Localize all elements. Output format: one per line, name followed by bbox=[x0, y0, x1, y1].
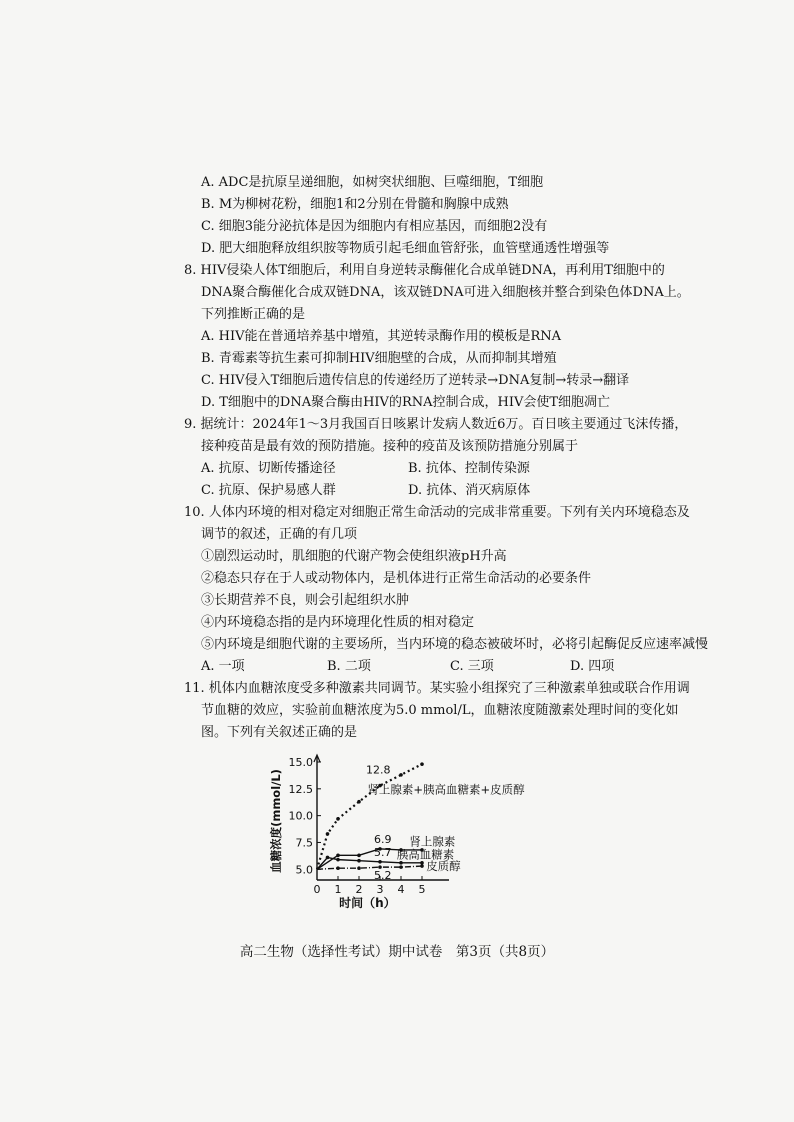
data-point bbox=[357, 800, 361, 804]
q10-option-d: D. 四项 bbox=[570, 659, 615, 674]
q7-option-b: B. M为柳树花粉，细胞1和2分别在骨髓和胸腺中成熟 bbox=[201, 197, 509, 212]
data-point bbox=[420, 762, 424, 766]
q9-stem-line2: 接种疫苗是最有效的预防措施。接种的疫苗及该预防措施分别属于 bbox=[201, 439, 579, 454]
q10-item-4: ④内环境稳态指的是内环境理化性质的相对稳定 bbox=[201, 615, 475, 630]
data-label: 5.2 bbox=[374, 869, 392, 883]
q8-option-d: D. T细胞中的DNA聚合酶由HIV的RNA控制合成，HIV会使T细胞凋亡 bbox=[201, 395, 611, 410]
x-tick-label: 3 bbox=[376, 883, 384, 896]
x-tick-label: 4 bbox=[397, 883, 405, 896]
series-name-label: 皮质醇 bbox=[426, 859, 461, 874]
data-point bbox=[357, 866, 361, 870]
q10-option-b: B. 二项 bbox=[327, 659, 371, 674]
q8-option-a: A. HIV能在普通培养基中增殖，其逆转录酶作用的模板是RNA bbox=[201, 329, 562, 344]
data-point bbox=[378, 860, 382, 864]
q8-stem-line1: 8. HIV侵染人体T细胞后，利用自身逆转录酶催化合成单链DNA，再利用T细胞中的 bbox=[184, 263, 665, 278]
q7-option-c: C. 细胞3能分泌抗体是因为细胞内有相应基因，而细胞2没有 bbox=[201, 219, 548, 234]
data-point bbox=[399, 773, 403, 777]
x-tick-label: 1 bbox=[334, 883, 342, 896]
q9-option-c: C. 抗原、保护易感人群 bbox=[201, 483, 336, 498]
q8-stem-line2: DNA聚合酶催化合成双链DNA，该双链DNA可进入细胞核并整合到染色体DNA上。 bbox=[201, 285, 690, 300]
q10-item-3: ③长期营养不良，则会引起组织水肿 bbox=[201, 593, 410, 608]
data-point bbox=[336, 866, 340, 870]
q9-option-a: A. 抗原、切断传播途径 bbox=[201, 461, 336, 476]
q10-stem-line1: 10. 人体内环境的相对稳定对细胞正常生命活动的完成非常重要。下列有关内环境稳态及 bbox=[184, 505, 690, 520]
data-point bbox=[336, 858, 340, 862]
series-name-label: 胰高血糖素 bbox=[396, 847, 455, 862]
q8-stem-line3: 下列推断正确的是 bbox=[201, 307, 306, 322]
x-tick-label: 2 bbox=[355, 883, 363, 896]
q7-option-a: A. ADC是抗原呈递细胞，如树突状细胞、巨噬细胞，T细胞 bbox=[201, 175, 544, 190]
data-point bbox=[399, 861, 403, 865]
data-point bbox=[336, 817, 340, 821]
q7-option-d: D. 肥大细胞释放组织胺等物质引起毛细血管舒张，血管壁通透性增强等 bbox=[201, 241, 610, 256]
data-point bbox=[420, 861, 424, 865]
y-tick-label: 15.0 bbox=[288, 756, 313, 769]
data-point bbox=[336, 854, 340, 858]
q10-option-c: C. 三项 bbox=[450, 659, 494, 674]
data-label: 6.9 bbox=[374, 832, 392, 846]
data-label: 5.7 bbox=[374, 845, 392, 859]
q10-item-5: ⑤内环境是细胞代谢的主要场所，当内环境的稳态被破坏时，必将引起酶促反应速率减慢 bbox=[201, 637, 709, 652]
blood-glucose-chart bbox=[262, 752, 572, 922]
data-point bbox=[357, 854, 361, 858]
x-axis-label: 时间（h） bbox=[339, 896, 396, 910]
y-tick-label: 10.0 bbox=[288, 809, 313, 823]
series-line-4 bbox=[317, 866, 422, 869]
q10-stem-line2: 调节的叙述，正确的有几项 bbox=[201, 527, 358, 542]
x-tick-label: 5 bbox=[418, 883, 426, 896]
y-tick-label: 5.0 bbox=[295, 863, 313, 877]
data-point bbox=[399, 865, 403, 869]
q11-stem-line1: 11. 机体内血糖浓度受多种激素共同调节。某实验小组探究了三种激素单独或联合作用调 bbox=[184, 681, 690, 696]
y-axis-label: 血糖浓度(mmol/L) bbox=[269, 769, 283, 873]
q9-option-b: B. 抗体、控制传染源 bbox=[408, 461, 530, 476]
data-point bbox=[420, 864, 424, 868]
q8-option-c: C. HIV侵入T细胞后遗传信息的传递经历了逆转录→DNA复制→转录→翻译 bbox=[201, 373, 630, 388]
y-tick-label: 12.5 bbox=[288, 782, 313, 796]
q11-stem-line3: 图。下列有关叙述正确的是 bbox=[201, 725, 358, 740]
series-name-label: 肾上腺素+胰高血糖素+皮质醇 bbox=[367, 782, 525, 797]
q9-option-d: D. 抗体、消灭病原体 bbox=[408, 483, 531, 498]
x-tick-label: 0 bbox=[313, 883, 321, 896]
data-point bbox=[326, 856, 330, 860]
page-footer: 高二生物（选择性考试）期中试卷 第3页（共8页） bbox=[239, 944, 555, 960]
q10-item-1: ①剧烈运动时，肌细胞的代谢产物会使组织液pH升高 bbox=[201, 549, 507, 564]
data-point bbox=[326, 832, 330, 836]
data-point bbox=[357, 859, 361, 863]
q11-stem-line2: 节血糖的效应，实验前血糖浓度为5.0 mmol/L，血糖浓度随激素处理时间的变化如 bbox=[201, 703, 679, 718]
y-tick-label: 7.5 bbox=[295, 836, 313, 850]
q10-item-2: ②稳态只存在于人或动物体内，是机体进行正常生命活动的必要条件 bbox=[201, 571, 592, 586]
q8-option-b: B. 青霉素等抗生素可抑制HIV细胞壁的合成，从而抑制其增殖 bbox=[201, 351, 557, 366]
q9-stem-line1: 9. 据统计：2024年1～3月我国百日咳累计发病人数近6万。百日咳主要通过飞沫传播， bbox=[184, 417, 688, 432]
data-label: 12.8 bbox=[366, 763, 391, 777]
series-name-label: 肾上腺素 bbox=[409, 834, 456, 849]
q10-option-a: A. 一项 bbox=[201, 659, 245, 674]
